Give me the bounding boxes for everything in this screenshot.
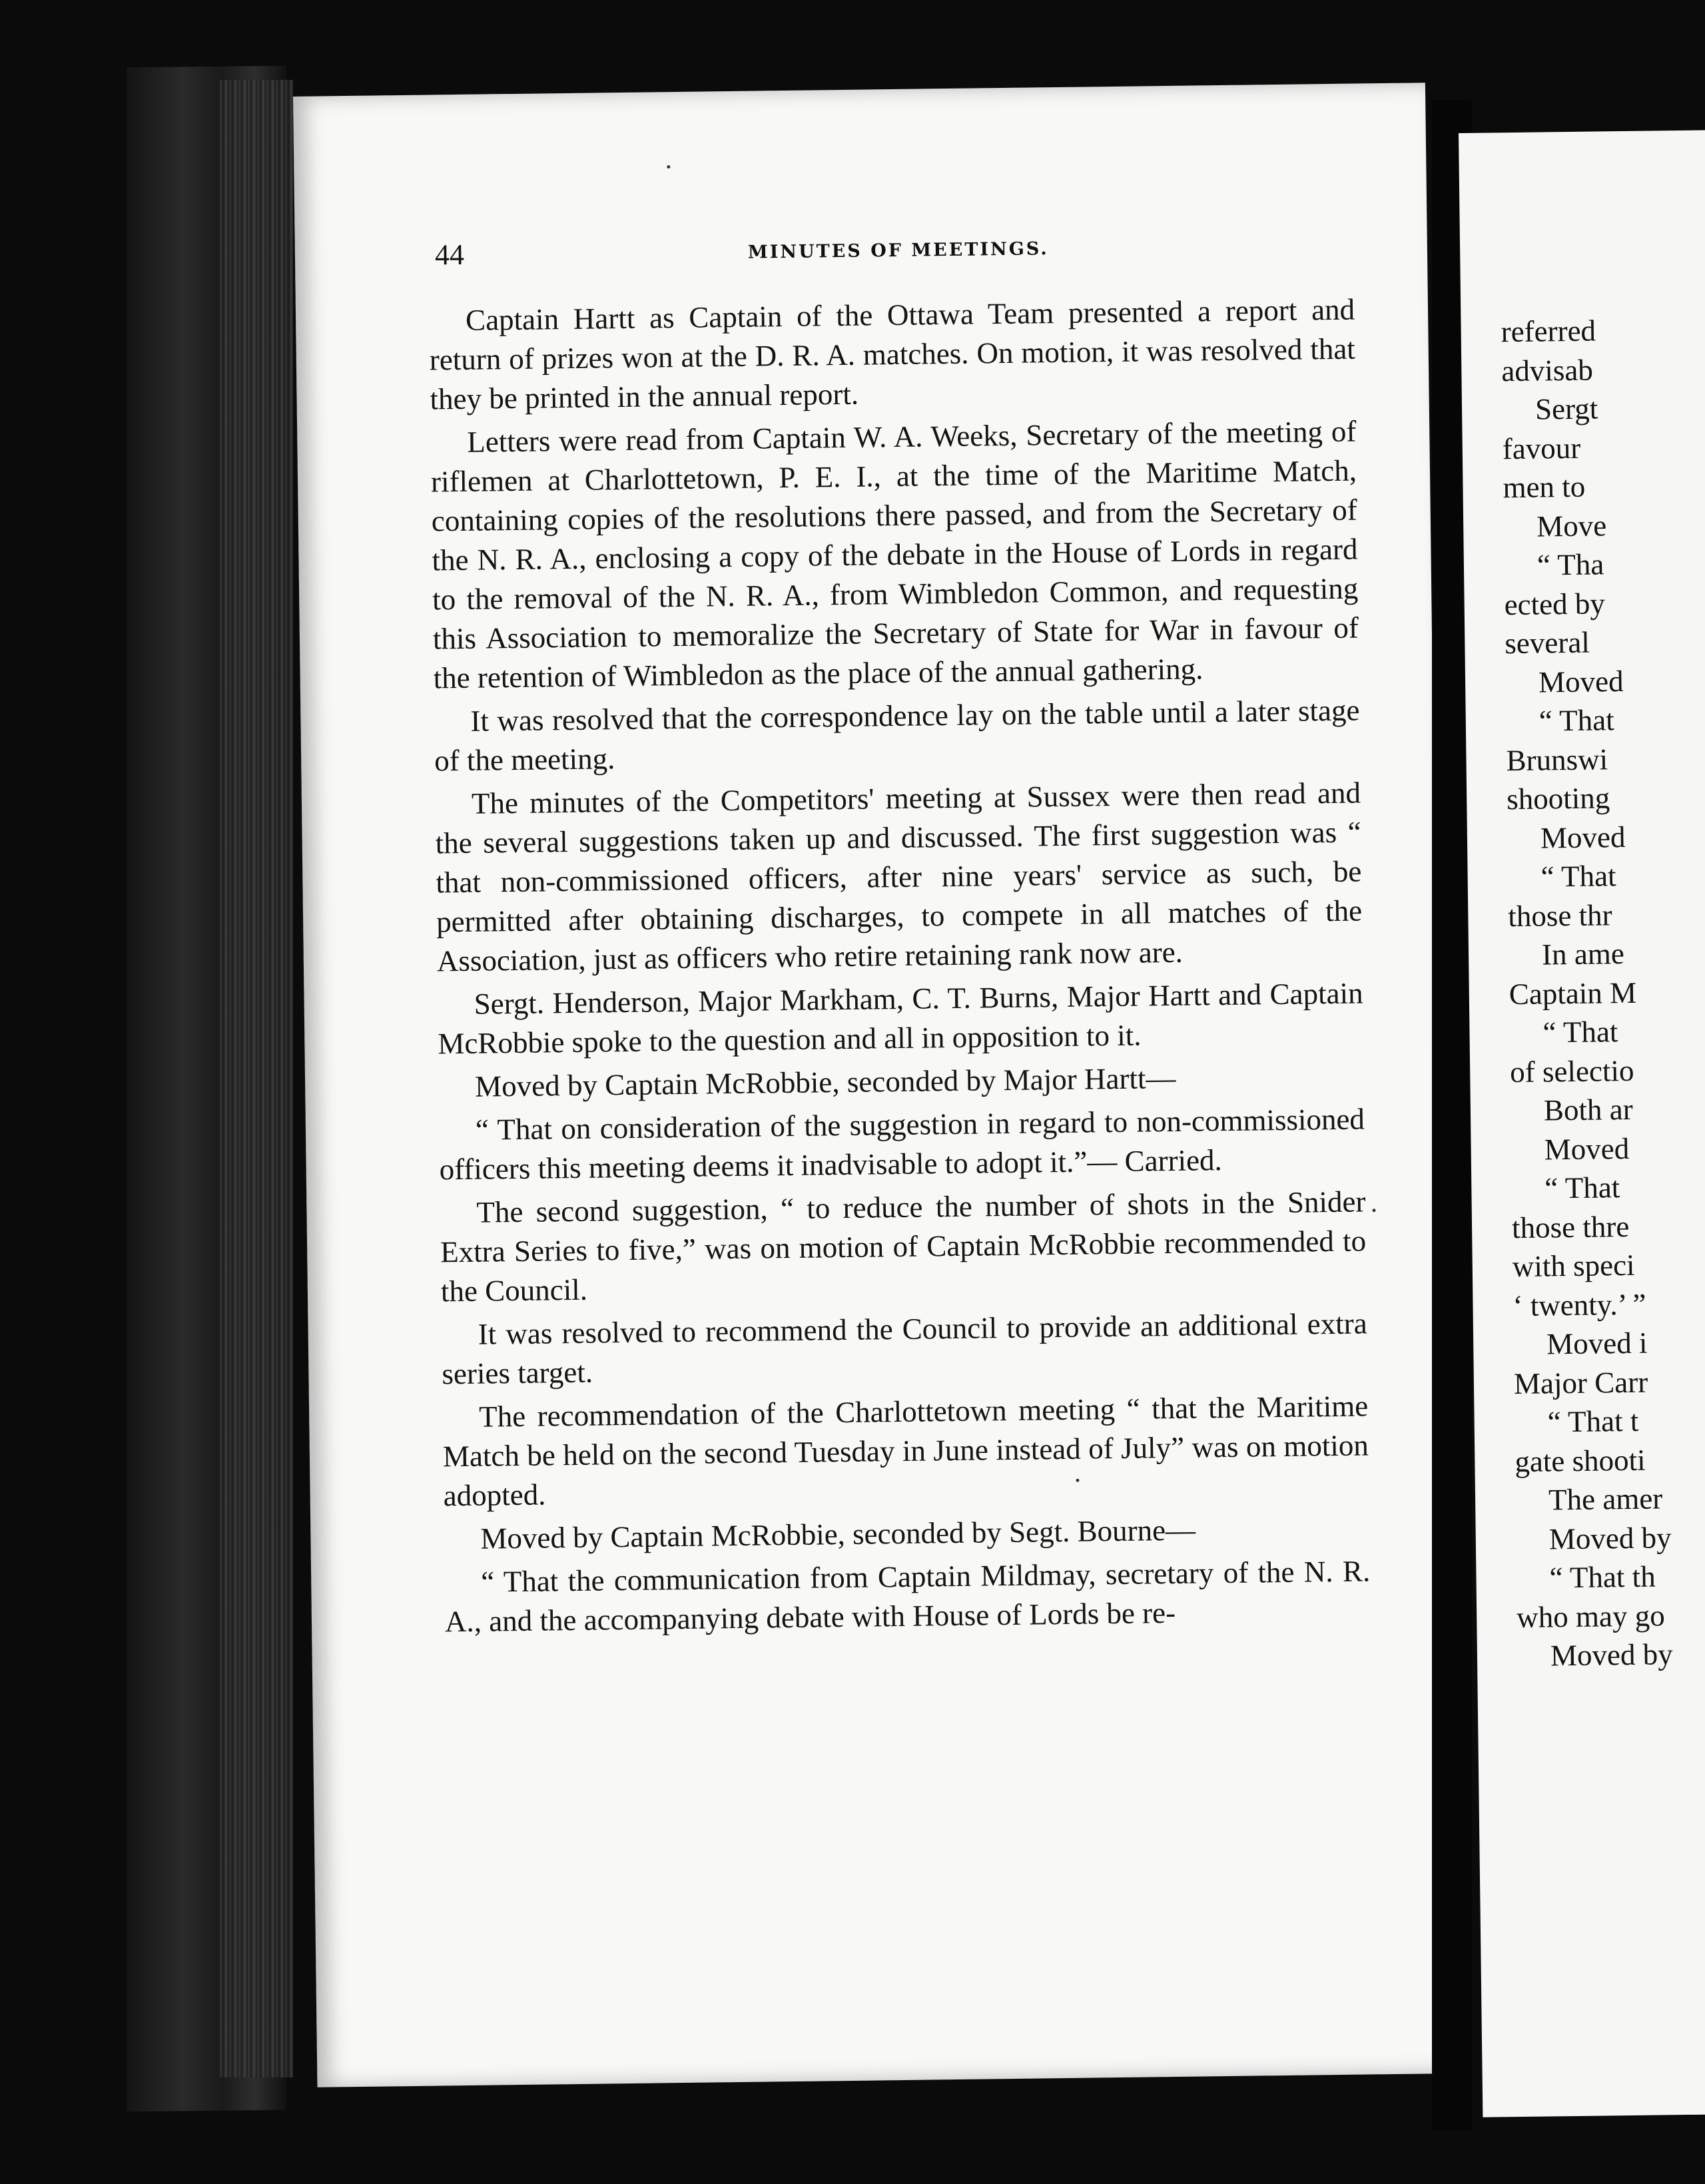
right-page-line: ‘ twenty.’ ” [1513, 1287, 1646, 1322]
right-page [1459, 130, 1705, 2117]
right-page-line: those thre [1511, 1209, 1630, 1244]
right-page-line: In ame [1541, 937, 1625, 971]
right-page-line: gate shooti [1515, 1443, 1646, 1478]
dust-speck [667, 165, 670, 168]
right-page-line: shooting [1506, 781, 1610, 816]
right-page-line: Moved [1544, 1131, 1630, 1167]
right-page-line: of selectio [1509, 1053, 1634, 1089]
paragraph: Letters were read from Captain W. A. Weeks, Secretary of the meeting of riflemen at Charlottetown, P. E. I., at the time of the Maritime Match, containing copies of the resolutions there passed, and from the Secretary of the N. R. A., enclosing a copy of the debate in the House of Lords in regard to the removal of the N. R. A., from Wimbledon Common, and requesting this Association to memoralize the Secretary of State for War in favour of the retention of Wimbledon as the place of the annual gathering. [430, 414, 1359, 695]
paragraph: It was resolved that the correspondence lay on the table until a later stage of the meeting. [434, 693, 1360, 778]
right-page-line: Both ar [1543, 1092, 1633, 1127]
right-page-line: Sergt [1534, 392, 1598, 426]
right-page-line: “ That [1540, 859, 1616, 894]
page-number: 44 [434, 238, 465, 272]
dust-speck [1076, 1479, 1079, 1482]
paragraph: Sergt. Henderson, Major Markham, C. T. Burns, Major Hartt and Captain McRobbie spoke to the question and all in opposition to it. [438, 976, 1363, 1061]
paragraph: “ That on consideration of the suggestion in regard to non-commissioned officers this meeting deems it inadvisable to adopt it.”— Carried. [439, 1102, 1365, 1187]
paragraph: The second suggestion, “ to reduce the number of shots in the Snider Extra Series to five,” was on motion of Captain McRobbie recommended to the Council. [440, 1185, 1367, 1308]
right-page-line: Moved by [1548, 1520, 1672, 1555]
right-page-line: favour [1502, 431, 1581, 465]
right-page-line: Moved [1540, 820, 1626, 855]
right-page-line: Moved by [1550, 1637, 1673, 1673]
right-page-line: Moved [1538, 664, 1624, 699]
paragraph: Captain Hartt as Captain of the Ottawa Team presented a report and return of prizes won at the D. R. A. matches. On motion, it was resolved that they be printed in the annual report. [429, 292, 1356, 416]
paragraph: It was resolved to recommend the Council to provide an additional extra series target. [442, 1306, 1367, 1391]
right-page-line: Moved i [1546, 1326, 1648, 1361]
paragraph: The minutes of the Competitors' meeting at Sussex were then read and the several suggestions taken up and discussed. The first suggestion was “ that non-commissioned officers, after nine years' service as such, be permitted after obtaining discharges, to compete in all matches of the Association, just as officers who retire retaining rank now are. [435, 776, 1363, 978]
running-head: MINUTES OF MEETINGS. [747, 238, 1049, 263]
paragraph: Moved by Captain McRobbie, seconded by Major Hartt— [474, 1061, 1176, 1103]
dust-speck [1373, 1209, 1376, 1212]
page-edges [220, 80, 293, 2077]
right-page-line: with speci [1512, 1248, 1635, 1284]
page-header [435, 227, 1355, 278]
right-page-line: “ That th [1549, 1559, 1656, 1595]
right-page-line: men to [1503, 469, 1586, 505]
right-page-line: “ That [1538, 703, 1614, 738]
right-page-line: “ That t [1547, 1404, 1639, 1439]
left-page [293, 83, 1449, 2087]
right-page-line: “ That [1542, 1015, 1618, 1049]
right-page-line: advisab [1501, 353, 1594, 388]
right-page-line: “ That [1544, 1171, 1620, 1205]
page-body [429, 290, 1371, 1646]
right-page-line: Major Carr [1513, 1365, 1648, 1400]
right-page-line: referred [1501, 314, 1596, 349]
right-page-line: Brunswi [1506, 742, 1608, 777]
right-page-line: Move [1536, 508, 1607, 543]
right-page-line: Captain M [1509, 975, 1637, 1011]
right-page-line: ected by [1504, 586, 1606, 621]
right-page-line: who may go [1516, 1598, 1666, 1634]
right-page-line: “ Tha [1536, 547, 1604, 582]
right-page-text [1501, 309, 1705, 1675]
paragraph: Moved by Captain McRobbie, seconded by Segt. Bourne— [480, 1513, 1196, 1555]
right-page-line: The amer [1548, 1482, 1663, 1517]
paragraph: The recommendation of the Charlottetown meeting “ that the Maritime Match be held on the second Tuesday in June instead of July” was on motion adopted. [442, 1389, 1369, 1513]
paragraph: “ That the communication from Captain Mildmay, secretary of the N. R. A., and the accompanying debate with House of Lords be re- [444, 1554, 1371, 1639]
right-page-line: those thr [1508, 898, 1612, 933]
right-page-line: several [1505, 625, 1590, 661]
